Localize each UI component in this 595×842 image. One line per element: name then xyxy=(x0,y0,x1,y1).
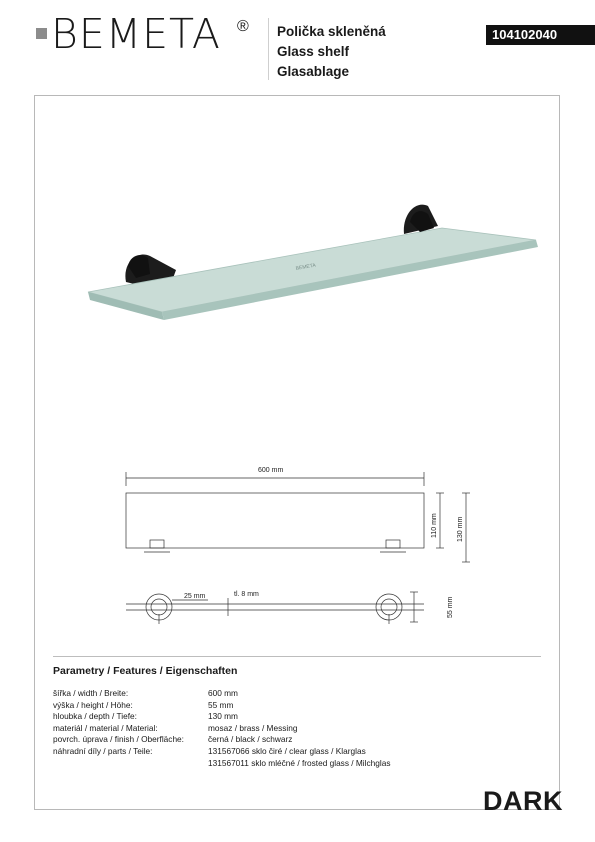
inner-height-label: 110 mm xyxy=(431,513,438,538)
param-label: hloubka / depth / Tiefe: xyxy=(53,711,137,722)
param-label: povrch. úprava / finish / Oberfläche: xyxy=(53,734,184,745)
glass-logo: BEMETA xyxy=(295,262,317,272)
param-label: šířka / width / Breite: xyxy=(53,688,129,698)
param-label: náhradní díly / parts / Teile: xyxy=(53,745,153,756)
param-label: výška / height / Höhe: xyxy=(53,699,133,710)
parameters-title: Parametry / Features / Eigenschaften xyxy=(53,665,238,677)
product-line-label: DARK xyxy=(483,786,563,816)
top-view xyxy=(126,592,424,624)
param-row xyxy=(53,723,390,735)
width-dim-label: 600 mm xyxy=(258,467,284,474)
shelf-front-rect xyxy=(126,493,424,548)
param-value: 131567011 sklo mléčné / frosted glass / Milchglas xyxy=(208,757,391,768)
parameters-table xyxy=(53,688,390,769)
param-value: 55 mm xyxy=(208,699,234,710)
depth-label: 55 mm xyxy=(447,596,454,618)
param-row xyxy=(53,746,390,758)
registered-mark: ® xyxy=(237,18,249,35)
title-en: Glass shelf xyxy=(277,44,350,59)
bracket-dim-label: 25 mm xyxy=(184,593,206,600)
param-value: 131567066 sklo čiré / clear glass / Klarglas xyxy=(208,745,366,756)
param-label xyxy=(53,758,208,770)
front-view xyxy=(126,472,470,562)
param-value: 130 mm xyxy=(208,711,238,722)
param-label: materiál / material / Material: xyxy=(53,722,158,733)
param-row xyxy=(53,700,390,712)
brand-logo: BEMETA xyxy=(51,10,221,58)
param-value: mosaz / brass / Messing xyxy=(208,722,298,733)
param-row xyxy=(53,734,390,746)
param-value: 600 mm xyxy=(208,688,238,698)
param-row xyxy=(53,688,390,700)
param-value: černá / black / schwarz xyxy=(208,734,293,745)
thickness-label: tl. 8 mm xyxy=(234,591,259,598)
param-row xyxy=(53,711,390,723)
title-de: Glasablage xyxy=(277,64,350,79)
title-cz: Polička skleněná xyxy=(277,24,386,39)
product-image xyxy=(88,205,538,320)
section-divider xyxy=(53,656,541,657)
param-row xyxy=(53,758,390,770)
product-code: 104102040 xyxy=(486,25,595,45)
outer-height-label: 130 mm xyxy=(457,516,464,542)
